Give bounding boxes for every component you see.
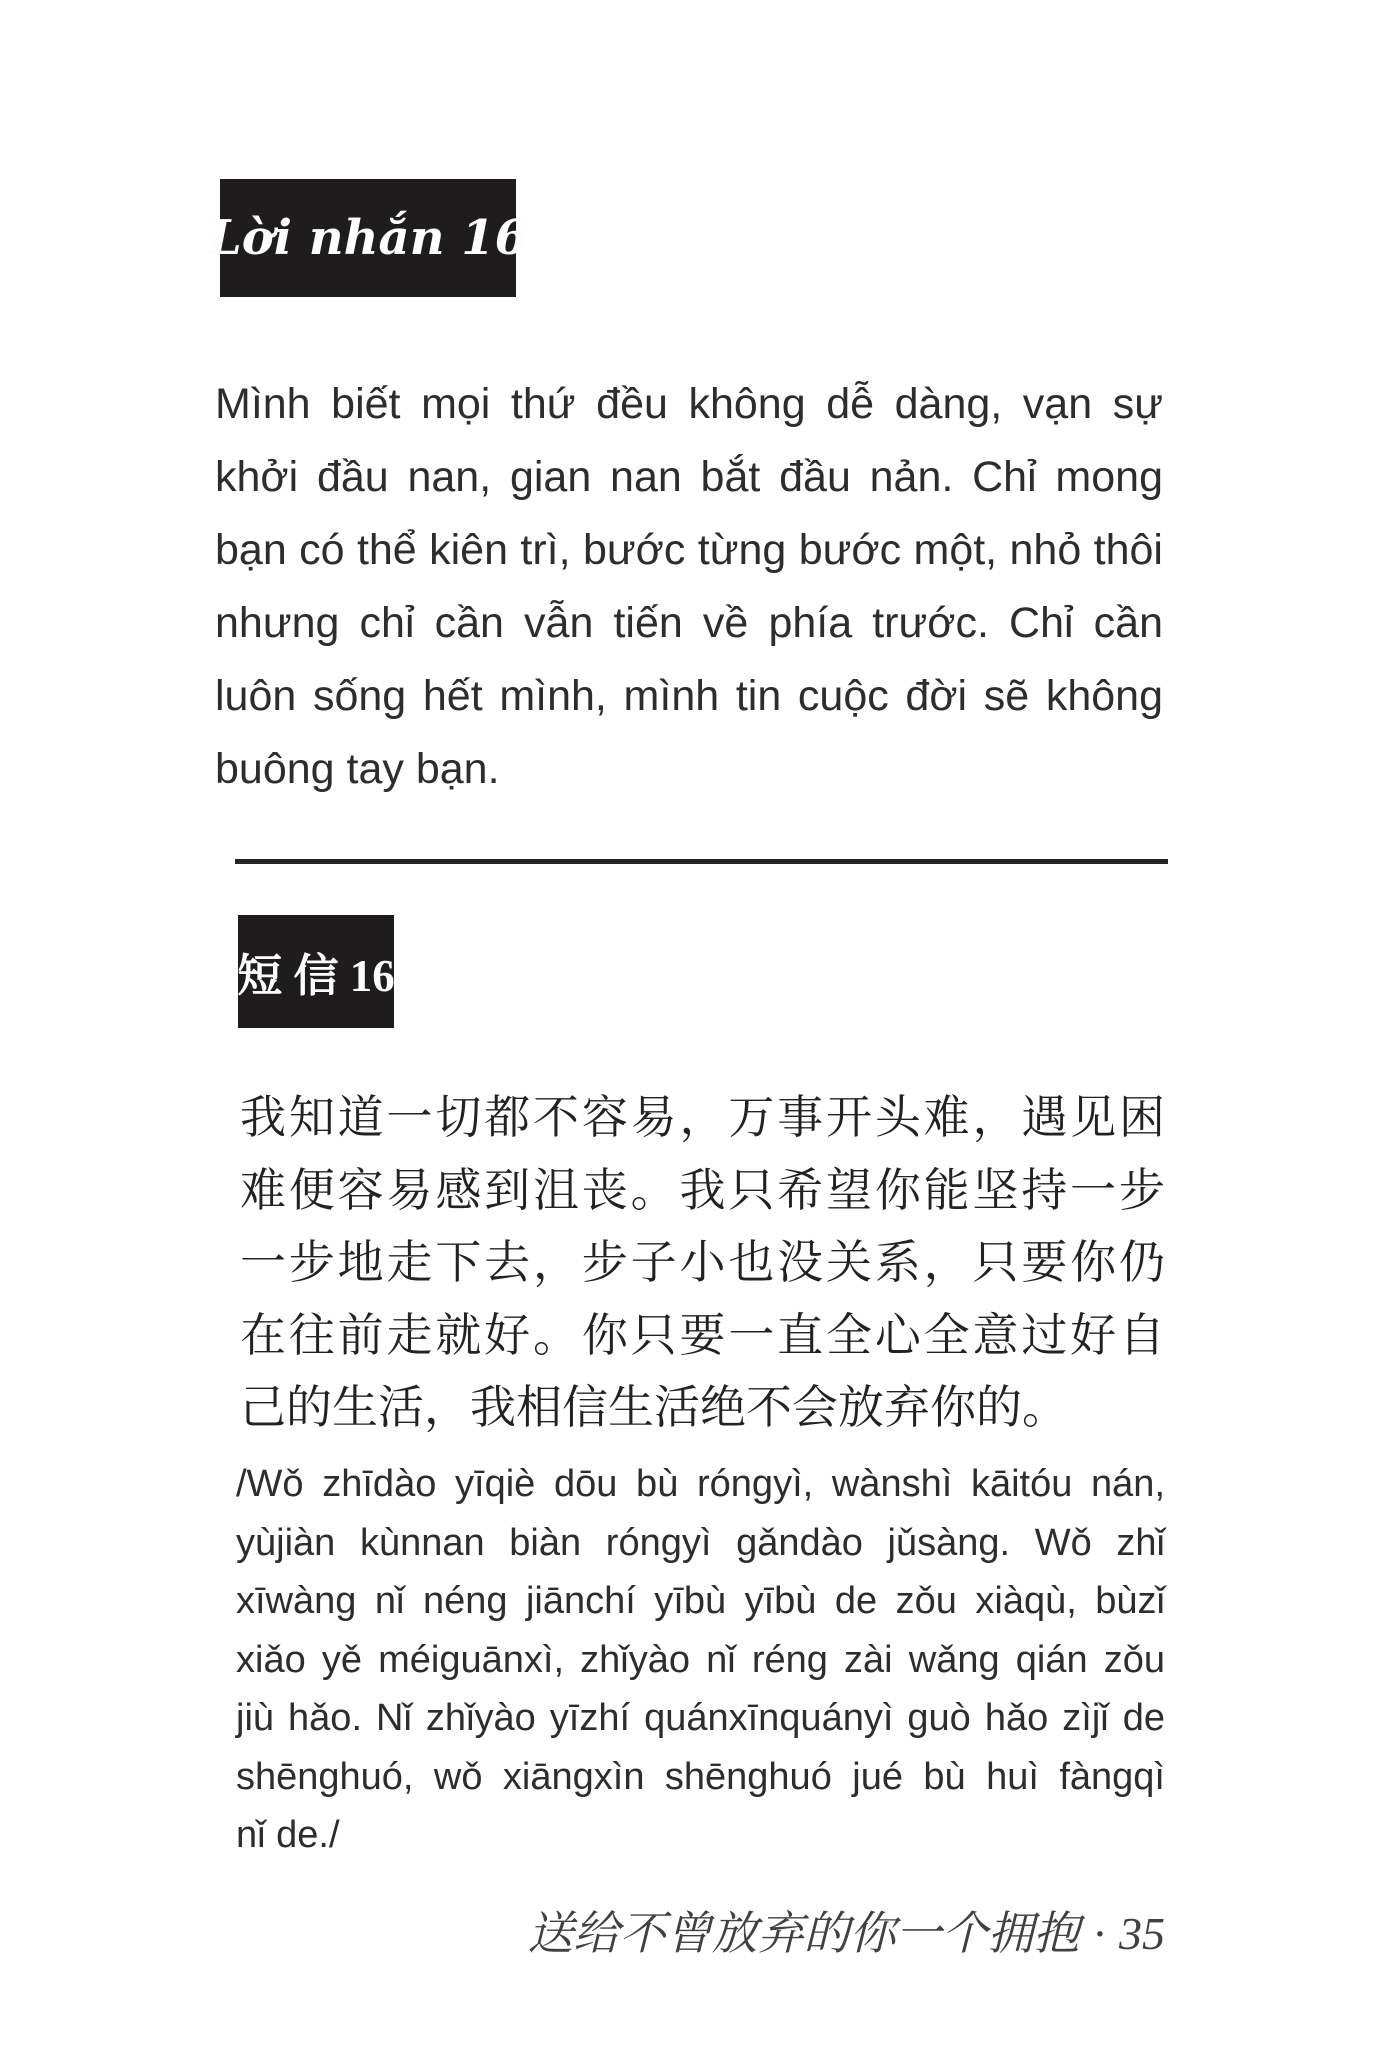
text-line: 难便容易感到沮丧。我只希望你能坚持一步 [240, 1164, 1165, 1216]
vietnamese-paragraph [215, 368, 1163, 806]
text-line: xīwàng nǐ néng jiānchí yībù yībù de zǒu xiàqù, bùzǐ [236, 1580, 1165, 1622]
text-line: nǐ de./ [236, 1814, 340, 1856]
text-line: yùjiàn kùnnan biàn róngyì gǎndào jǔsàng. Wǒ zhǐ [236, 1521, 1165, 1564]
chinese-paragraph [240, 1082, 1165, 1445]
text-line: khởi đầu nan, gian nan bắt đầu nản. Chỉ mong [215, 453, 1163, 501]
section-divider-rule [235, 859, 1168, 864]
text-line: xiǎo yě méiguānxì, zhǐyào nǐ réng zài wǎng qián zǒu [236, 1638, 1165, 1681]
text-line: 己的生活，我相信生活绝不会放弃你的。 [240, 1382, 1068, 1433]
pinyin-paragraph [236, 1455, 1165, 1865]
text-line: bạn có thể kiên trì, bước từng bước một, nhỏ thôi [215, 526, 1163, 574]
page-footer [528, 1897, 1166, 1963]
section-label-vietnamese: Lời nhắn 16 [208, 210, 529, 266]
text-line: nhưng chỉ cần vẫn tiến về phía trước. Chỉ cần [215, 599, 1163, 647]
text-line: shēnghuó, wǒ xiāngxìn shēnghuó jué bù huì fàngqì [236, 1755, 1165, 1798]
page-number: 35 [1119, 1908, 1165, 1959]
text-line: /Wǒ zhīdào yīqiè dōu bù róngyì, wànshì kāitóu nán, [236, 1463, 1165, 1505]
text-line: 一步地走下去，步子小也没关系，只要你仍 [240, 1237, 1165, 1288]
footer-dot: · [1093, 1908, 1105, 1959]
text-line: 我知道一切都不容易，万事开头难，遇见困 [240, 1092, 1165, 1143]
text-line: luôn sống hết mình, mình tin cuộc đời sẽ không [215, 672, 1163, 720]
text-line: Mình biết mọi thứ đều không dễ dàng, vạn sự [215, 380, 1163, 428]
text-line: buông tay bạn. [215, 745, 500, 793]
section-label-vietnamese-box [208, 179, 529, 297]
section-label-chinese: 短 信 16 [237, 951, 395, 1001]
text-line: 在往前走就好。你只要一直全心全意过好自 [240, 1309, 1165, 1361]
section-label-chinese-box [238, 915, 394, 1028]
text-line: jiù hǎo. Nǐ zhǐyào yīzhí quánxīnquányì guò hǎo zìjǐ de [236, 1697, 1165, 1739]
running-title: 送给不曾放弃的你一个拥抱 [527, 1908, 1080, 1959]
